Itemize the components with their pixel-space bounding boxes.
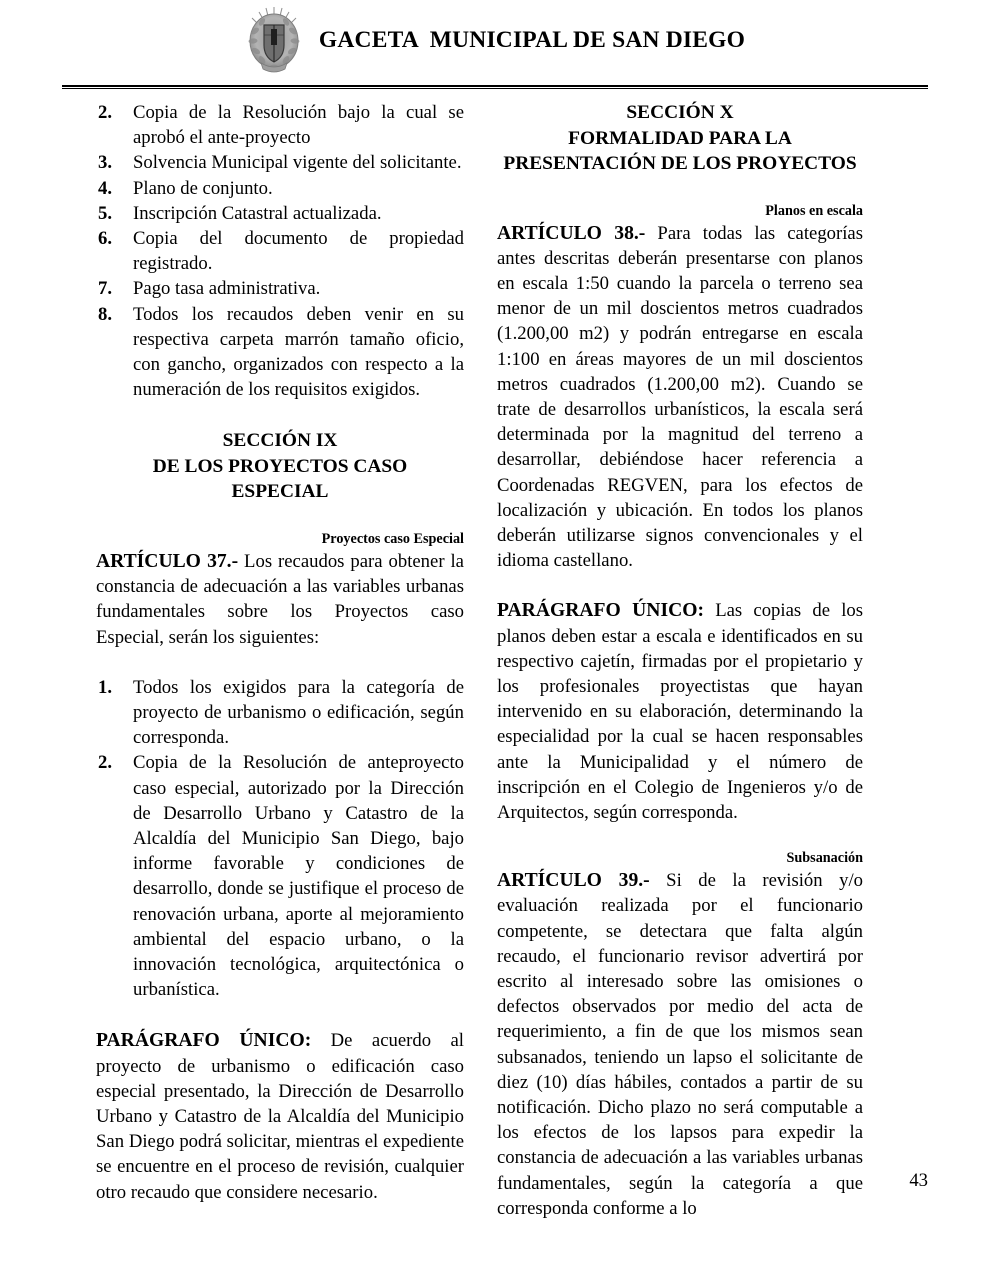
spacer [497,177,863,203]
right-paragraph-unico [497,598,863,825]
section-x-heading [497,100,863,177]
page-number: 43 [909,1170,928,1191]
list-item-text: Plano de conjunto. [133,177,273,199]
list-item [96,150,464,175]
right-paragraph-unico-body: Las copias de los planos deben estar a escala e identificados en su respectivo cajetín, firmadas por el propietario y los profesionales proyectistas que hayan intervenido en su elaboración, determinando la especialidad por la cual se hacen responsables ante la Municipalidad y el número de inscripción en el Colegio de Ingenieros y/o de Arquitectos, según corresponda. [497,600,864,823]
spacer [96,505,464,531]
left-column [96,100,464,1217]
article-37-requirements-list [96,675,464,1003]
list-item [96,302,464,403]
list-item-text: Todos los recaudos deben venir en su respectiva carpeta marrón tamaño oficio, con gancho, organizados con respecto a la numeración de los requisitos exigidos. [133,303,464,401]
list-item [96,276,464,301]
spacer [96,662,464,675]
section-ix-line-1: SECCIÓN IX [222,430,338,452]
list-item-text: Copia de la Resolución de anteproyecto caso especial, autorizado por la Dirección de Desarrollo Urbano y Catastro de la Alcaldía del Municipio San Diego, bajo informe favorable y condiciones de desarrollo, donde se justifique el proceso de renovación urbana, aporte al mejoramiento ambiental del espacio urbano, o la innovación tecnológica, arquitectónica o urbanística. [133,752,464,1001]
list-item-number: 7. [98,278,113,300]
margin-note-planos-en-escala: Planos en escala [765,202,863,219]
list-item-number: 8. [98,303,113,325]
section-x-line-1: SECCIÓN X [626,102,734,123]
article-37-label: ARTÍCULO 37.- [96,550,239,572]
coat-of-arms-icon [245,5,303,75]
list-item-text: Solvencia Municipal vigente del solicitante. [133,152,462,174]
list-item-text: Copia del documento de propiedad registrado. [133,228,464,275]
article-39-body: Si de la revisión y/o evaluación realizada por el funcionario competente, se detectara que falta algún recaudo, el funcionario revisor advertirá por escrito al interesado sobre las omisiones o defectos observados por medio del acta de requerimiento, a fin de que los mismos sean subsanados, teniendo un lapso el solicitante de diez (10) días hábiles, contados a partir de su notificación. Dicho plazo no será computable a los efectos de los lapsos para expedir la constancia de adecuación a las variables urbanas fundamentales, según la categoría a que corresponda conforme a lo [497,870,863,1219]
list-item-number: 3. [98,152,113,174]
section-ix-line-2: DE LOS PROYECTOS CASO [152,455,408,477]
list-item-text: Todos los exigidos para la categoría de proyecto de urbanismo o edificación, según corresponda. [133,676,464,749]
list-item-number: 5. [98,202,113,224]
header-divider [62,85,928,89]
list-item-number: 1. [98,676,113,698]
list-item [96,201,464,226]
right-paragraph-unico-label: PARÁGRAFO ÚNICO: [497,600,704,622]
list-item-text: Copia de la Resolución bajo la cual se aprobó el ante-proyecto [133,102,464,149]
list-item-text: Pago tasa administrativa. [133,278,321,300]
list-item [96,176,464,201]
list-item [96,226,464,276]
article-38-paragraph [497,221,863,574]
article-38-body: Para todas las categorías antes descritas deberán presentarse con planos en escala 1:50 cuando la parcela o terreno sea menor de un mil doscientos metros cuadrados (1.200,00 m2) y podrán entregarse en escala 1:100 en áreas mayores de un mil doscientos metros cuadrados (1.200,00 m2). Cuando se trate de desarrollos urbanísticos, la escala será determinada por la magnitud del terreno a desarrollar, debiéndose hacer referencia a Coordenadas REGVEN, para los efectos de localización y ubicación. En todos los planos deberán utilizarse signos convencionales y el idioma castellano. [497,222,863,572]
list-item-number: 6. [98,228,113,250]
section-x-line-2: FORMALIDAD PARA LA [568,127,792,149]
section-ix-line-3: ESPECIAL [231,481,329,503]
article-39-paragraph [497,868,863,1221]
article-37-body: Los recaudos para obtener la constancia de adecuación a las variables urbanas fundamentales sobre los Proyectos caso Especial, serán los siguientes: [96,550,464,648]
list-item [96,750,464,1002]
requirements-list-continued [96,100,464,402]
left-paragraph-unico-label: PARÁGRAFO ÚNICO: [96,1030,312,1052]
spacer [497,585,863,598]
list-item-number: 2. [98,752,113,774]
article-38-label: ARTÍCULO 38.- [497,222,646,244]
masthead [0,0,990,80]
section-ix-heading [96,428,464,505]
article-37-paragraph [96,549,464,650]
spacer [96,1002,464,1028]
spacer [497,837,863,850]
margin-note-subsanacion: Subsanación [786,850,863,867]
right-column [497,100,863,1221]
article-39-label: ARTÍCULO 39.- [497,870,650,892]
spacer [96,402,464,428]
list-item-number: 2. [98,102,113,123]
list-item [96,100,464,150]
section-x-line-3: PRESENTACIÓN DE LOS PROYECTOS [503,153,857,174]
list-item-number: 4. [98,177,113,199]
list-item [96,675,464,751]
left-paragraph-unico-body: De acuerdo al proyecto de urbanismo o edificación caso especial presentado, la Dirección de Desarrollo Urbano y Catastro de la Alcaldía del Municipio San Diego podrá solicitar, mientras el expediente se encuentre en el proceso de revisión, cualquier otro recaudo que considere necesario. [96,1030,464,1203]
margin-note-proyectos-caso-especial: Proyectos caso Especial [321,530,464,547]
list-item-text: Inscripción Catastral actualizada. [133,202,382,224]
masthead-title: GACETA MUNICIPAL DE SAN DIEGO [318,26,746,53]
